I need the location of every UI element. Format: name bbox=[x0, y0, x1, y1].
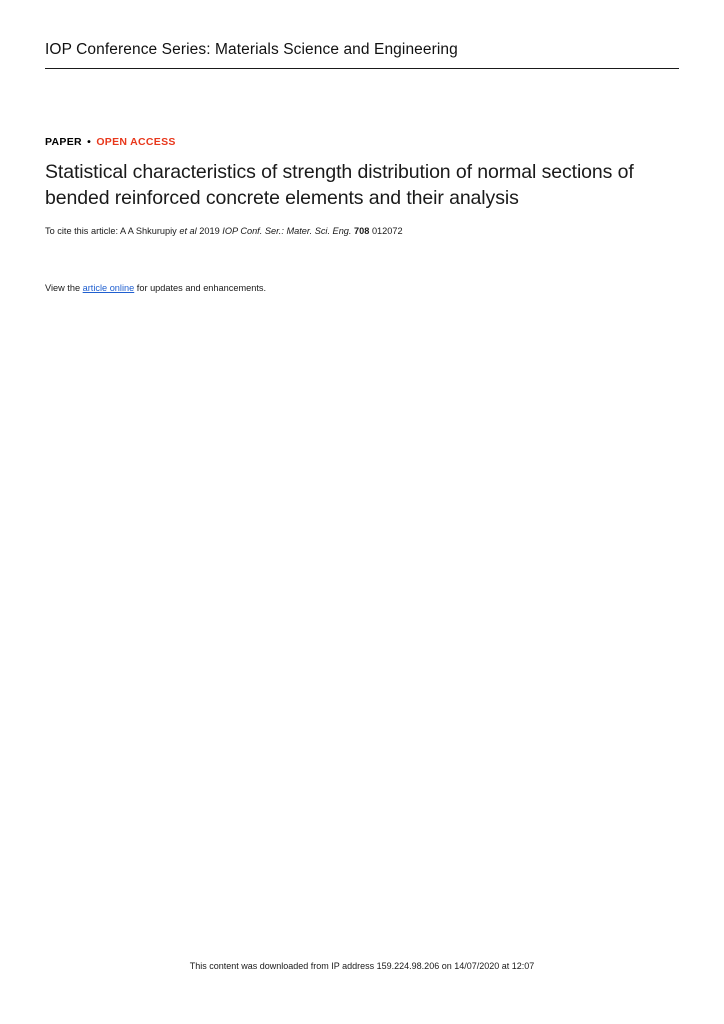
citation-prefix: To cite this article: A A Shkurupiy bbox=[45, 226, 177, 236]
journal-title: IOP Conference Series: Materials Science and Engineering bbox=[45, 41, 458, 58]
view-suffix-text: for updates and enhancements. bbox=[136, 283, 267, 293]
citation-volume: 708 bbox=[354, 226, 370, 236]
open-access-badge: OPEN ACCESS bbox=[96, 136, 176, 148]
citation-series: IOP Conf. Ser.: Mater. Sci. Eng. bbox=[222, 226, 352, 236]
citation-year: 2019 bbox=[199, 226, 220, 236]
view-prefix-text: View the bbox=[45, 283, 81, 293]
citation-article-number: 012072 bbox=[371, 226, 403, 236]
view-article-line bbox=[45, 283, 266, 293]
page-title: Statistical characteristics of strength distribution of normal sections of bended reinforced concrete elements and their analysis bbox=[45, 161, 634, 209]
article-online-link[interactable]: article online bbox=[82, 283, 135, 293]
citation-line bbox=[45, 225, 665, 238]
article-badges bbox=[45, 136, 176, 148]
journal-header bbox=[45, 40, 679, 69]
header-divider bbox=[45, 68, 679, 69]
download-info: This content was downloaded from IP address 159.224.98.206 on 14/07/2020 at 12:07 bbox=[189, 961, 535, 971]
citation-etal: et al bbox=[179, 226, 197, 236]
badge-separator: • bbox=[87, 136, 92, 148]
paper-type-badge: PAPER bbox=[45, 136, 82, 148]
